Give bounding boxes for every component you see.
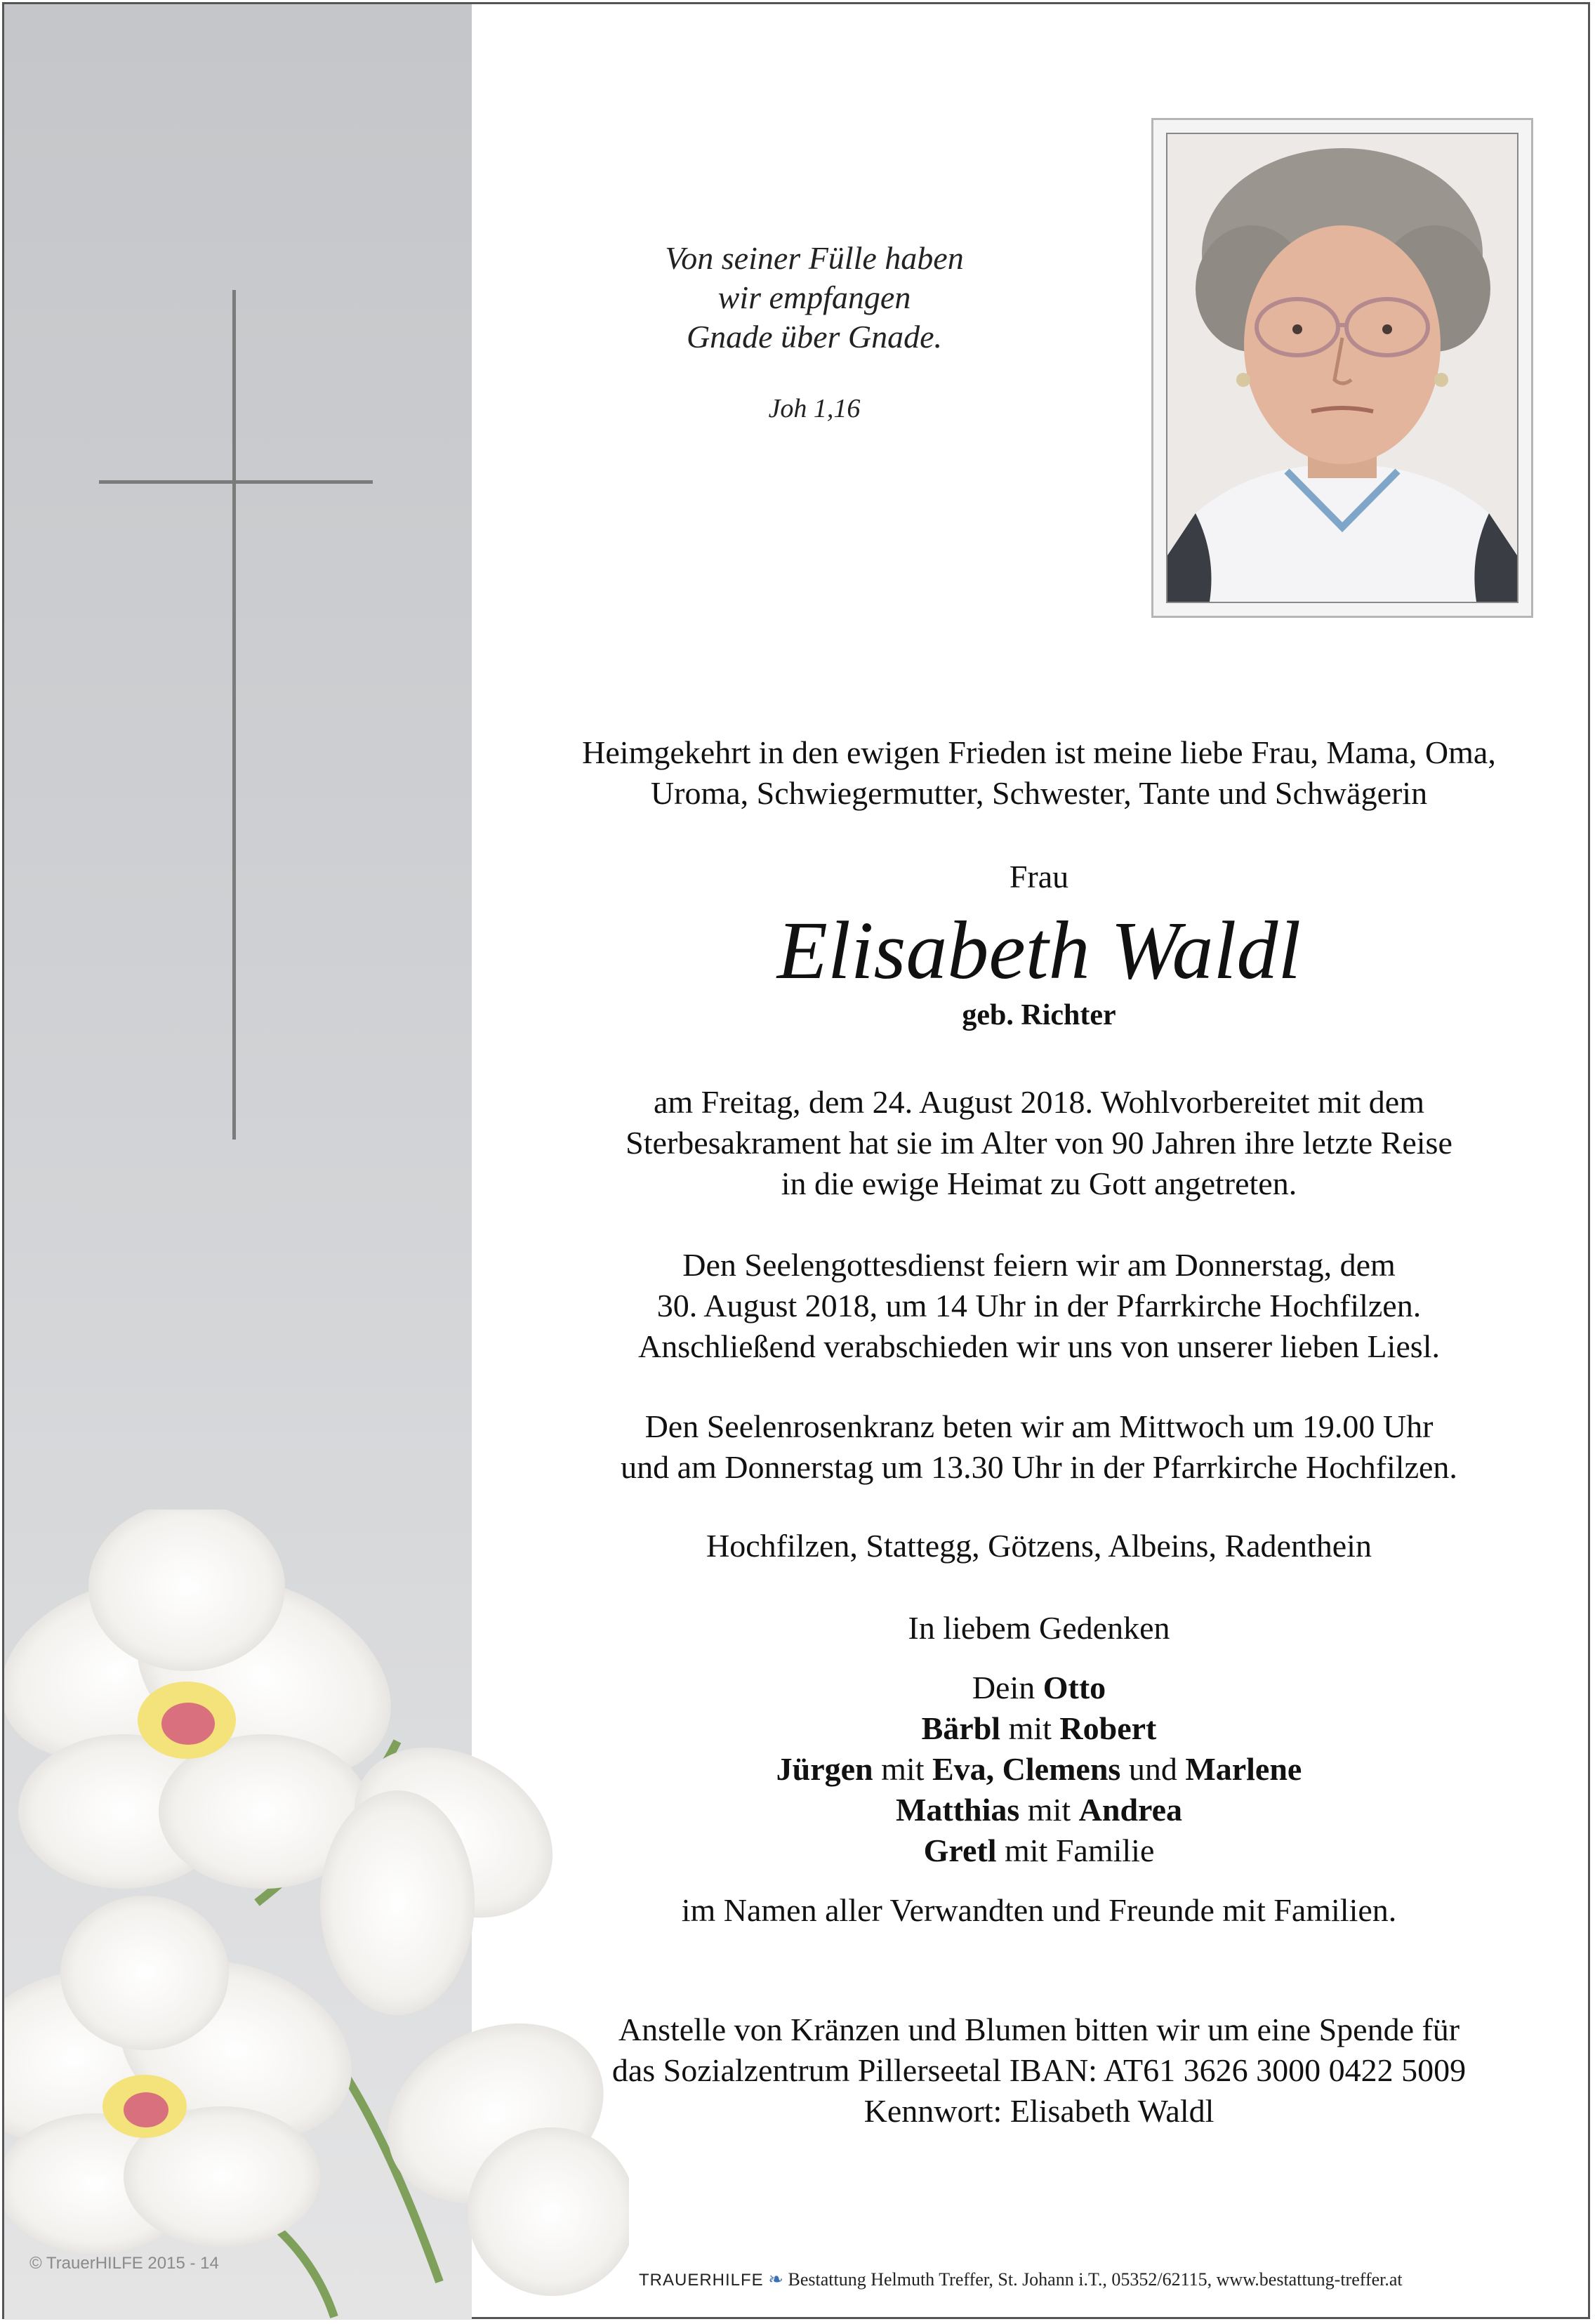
text-line: Anschließend verabschieden wir uns von unserer lieben Liesl. [638,1328,1440,1364]
family-name: Matthias [895,1792,1020,1828]
family-name: Andrea [1078,1792,1183,1828]
text-line: Anstelle von Kränzen und Blumen bitten wir um eine Spende für [618,2012,1460,2047]
portrait-photo [1166,133,1518,603]
rosary-info [491,1406,1587,1488]
trauerhilfe-logo-icon: ❧ [768,2269,783,2290]
family-name: Marlene [1185,1751,1302,1787]
relatives-line: im Namen aller Verwandten und Freunde mit Familien. [681,1892,1397,1928]
text-line: 30. August 2018, um 14 Uhr in der Pfarrkirche Hochfilzen. [656,1288,1422,1323]
text-line: am Freitag, dem 24. August 2018. Wohlvorbereitet mit dem [653,1084,1424,1120]
family-text: Dein [972,1670,1035,1705]
family-row [491,1830,1587,1871]
copyright-watermark: © TrauerHILFE 2015 - 14 [29,2254,219,2273]
quote-reference: Joh 1,16 [768,394,861,423]
family-row [491,1708,1587,1749]
text-line: Kennwort: Elisabeth Waldl [863,2093,1215,2129]
quote-line: Von seiner Fülle haben [665,240,964,276]
family-name: Jürgen [776,1751,873,1787]
service-info [491,1245,1587,1367]
text-line: in die ewige Heimat zu Gott angetreten. [781,1166,1297,1201]
portrait-frame [1151,118,1533,618]
family-row [491,1790,1587,1830]
family-name: Otto [1043,1670,1106,1705]
memory-line: In liebem Gedenken [908,1610,1170,1646]
text-line: Heimgekehrt in den ewigen Frieden ist meine liebe Frau, Mama, Oma, [582,734,1496,770]
family-row [491,1668,1587,1708]
deceased-name: Elisabeth Waldl [776,904,1302,996]
family-text: und [1128,1751,1177,1787]
text-line: das Sozialzentrum Pillerseetal IBAN: AT61 3626 3000 0422 5009 [611,2052,1467,2088]
quote-line: wir empfangen [717,279,911,315]
footer-brand: TRAUERHILFE [639,2271,764,2290]
family-text: mit [1027,1792,1071,1828]
family-text: mit Familie [1005,1833,1155,1868]
quote-line: Gnade über Gnade. [686,319,943,355]
family-list [491,1668,1587,1871]
salutation: Frau [1009,859,1069,894]
cross-icon-vertical [232,290,236,1140]
portrait-icon [1167,134,1517,602]
family-text: mit [881,1751,925,1787]
footer [639,2269,1403,2290]
text-line: Den Seelenrosenkranz beten wir am Mittwoch um 19.00 Uhr [644,1408,1434,1444]
text-line: und am Donnerstag um 13.30 Uhr in der Pfarrkirche Hochfilzen. [621,1449,1457,1485]
bible-quote [590,239,1039,357]
family-row [491,1749,1587,1790]
footer-text: Bestattung Helmuth Treffer, St. Johann i.T., 05352/62115, www.bestattung-treffer.at [788,2269,1403,2290]
family-text: mit [1008,1710,1052,1746]
death-notice [491,1082,1587,1204]
donation-info [491,2009,1587,2132]
family-name: Robert [1059,1710,1157,1746]
text-line: Sterbesakrament hat sie im Alter von 90 Jahren ihre letzte Reise [626,1125,1452,1161]
places: Hochfilzen, Stattegg, Götzens, Albeins, Radenthein [706,1528,1372,1564]
text-line: Den Seelengottesdienst feiern wir am Donnerstag, dem [682,1247,1396,1283]
family-name: Eva, Clemens [932,1751,1121,1787]
cross-icon-horizontal [99,480,373,484]
family-name: Gretl [923,1833,997,1868]
birth-name: geb. Richter [962,999,1116,1031]
family-name: Bärbl [921,1710,1001,1746]
intro-text [491,732,1587,814]
text-line: Uroma, Schwiegermutter, Schwester, Tante und Schwägerin [650,775,1428,811]
